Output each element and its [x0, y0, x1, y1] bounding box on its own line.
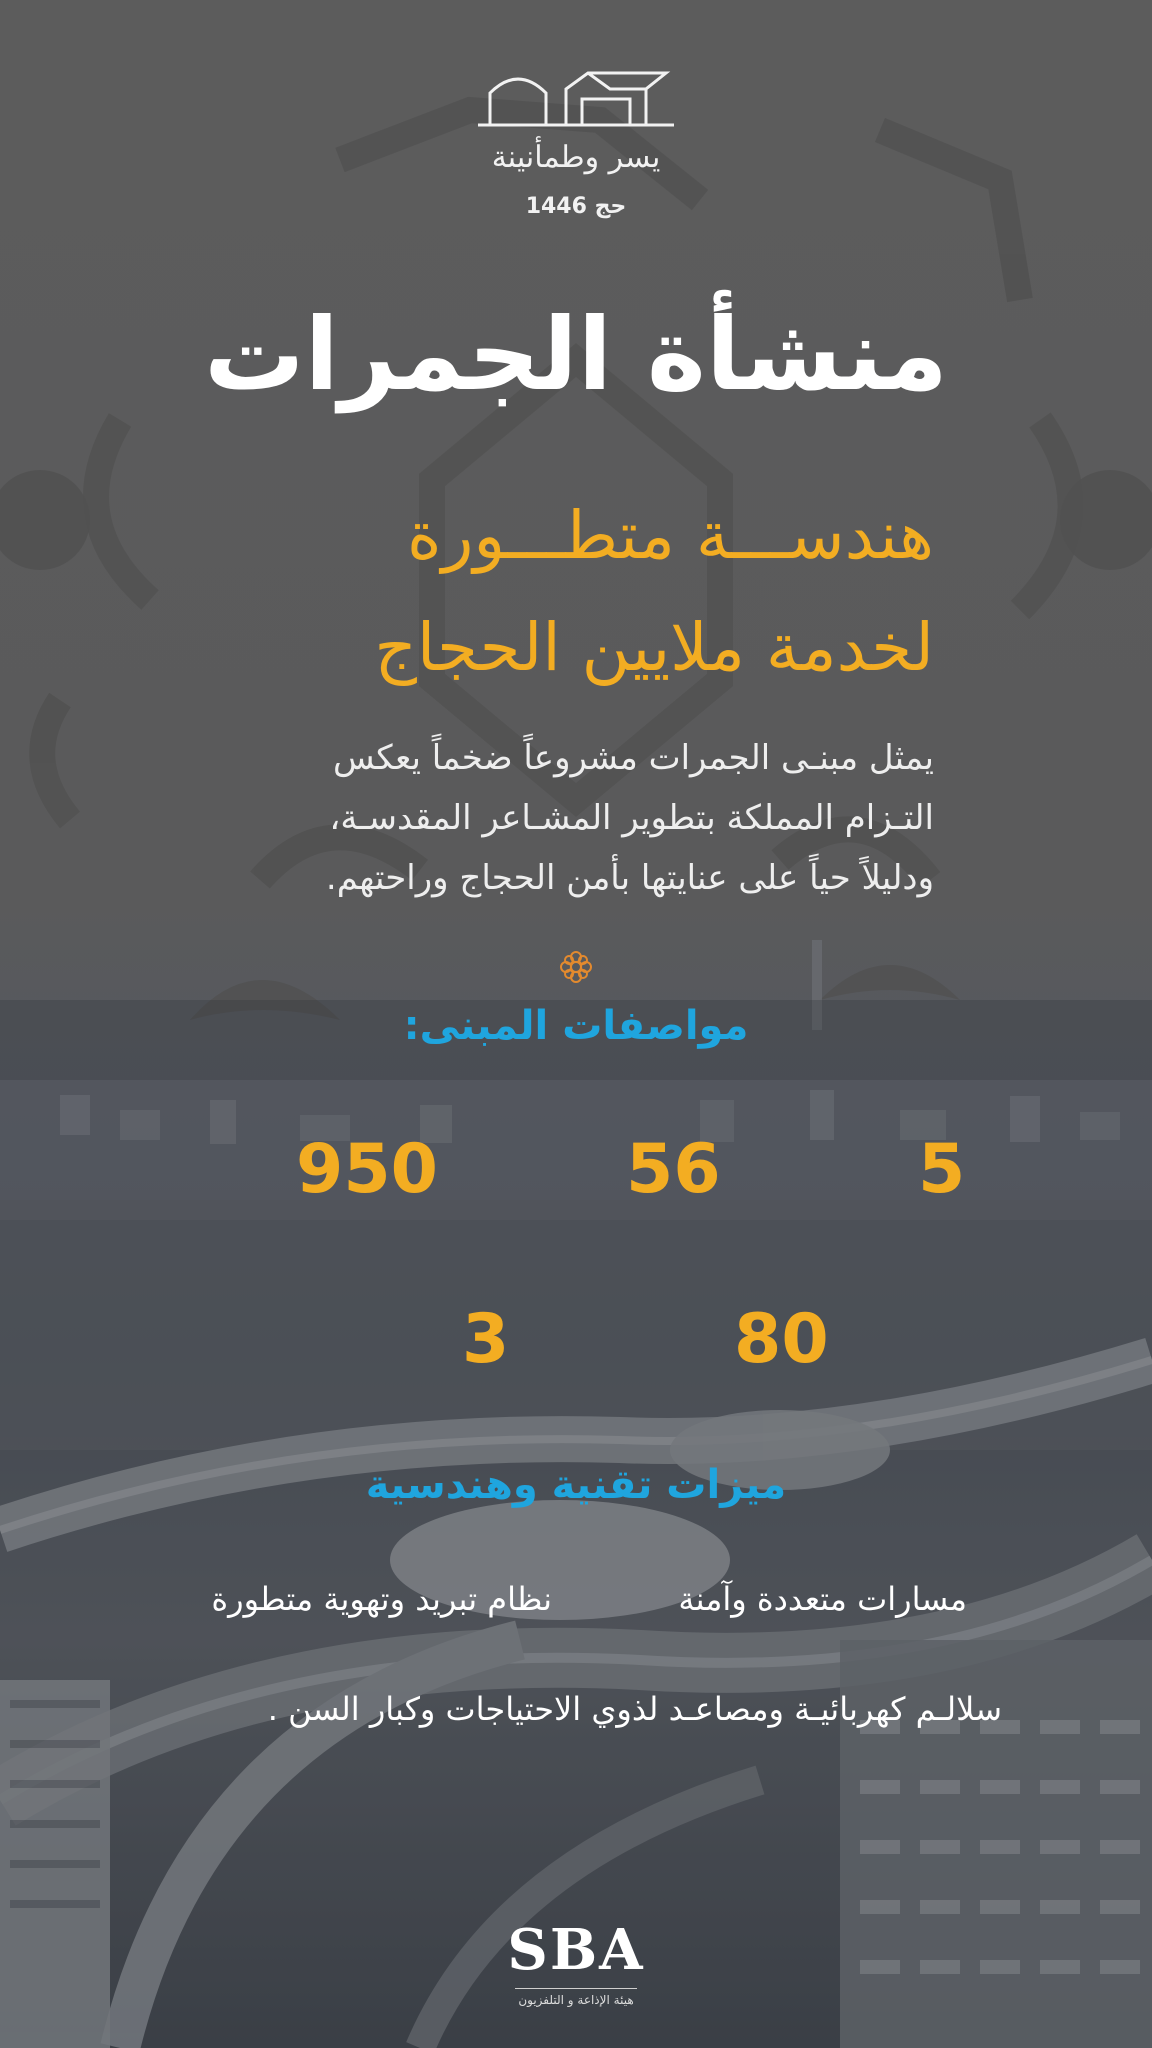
- feature-item: نظام تبريد وتهوية متطورة: [211, 1580, 552, 1618]
- stat-value: 3: [462, 1300, 510, 1379]
- tent-dome-icon: [470, 65, 682, 185]
- stat-value: 80: [734, 1300, 829, 1379]
- page-title: منشأة الجمرات: [204, 296, 948, 413]
- subtitle-line-1: هندســـة متطـــورة: [406, 497, 934, 574]
- hajj-year-label: حج 1446: [525, 194, 627, 219]
- subtitle-line-2: لخدمة ملايين الحجاج: [374, 609, 934, 686]
- footer-caption: هيئة الإذاعة و التلفزيون: [518, 1993, 634, 2007]
- footer-divider: [515, 1988, 637, 1989]
- description-line-3: ودليلاً حياً على عنايتها بأمن الحجاج وراحتهم.: [325, 858, 934, 898]
- description-line-2: التـزام المملكة بتطوير المشـاعر المقدسـة،: [329, 798, 934, 838]
- sba-logo: SBA: [507, 1917, 645, 1983]
- star-flower-icon: [559, 950, 593, 984]
- stat-value: 56: [626, 1130, 721, 1209]
- description-line-1: يمثل مبنـى الجمرات مشروعاً ضخماً يعكس: [332, 738, 934, 778]
- stat-value: 950: [296, 1130, 438, 1209]
- features-section-title: ميزات تقنية وهندسية: [365, 1462, 787, 1508]
- specs-section-title: مواصفات المبنى:: [403, 1003, 749, 1049]
- stat-value: 5: [918, 1130, 966, 1209]
- feature-item: سلالـم كهربائيـة ومصاعـد لذوي الاحتياجات وكبار السن .: [267, 1690, 1002, 1728]
- logo-text: يسر وطمأنينة: [491, 140, 661, 175]
- feature-item: مسارات متعددة وآمنة: [678, 1580, 967, 1618]
